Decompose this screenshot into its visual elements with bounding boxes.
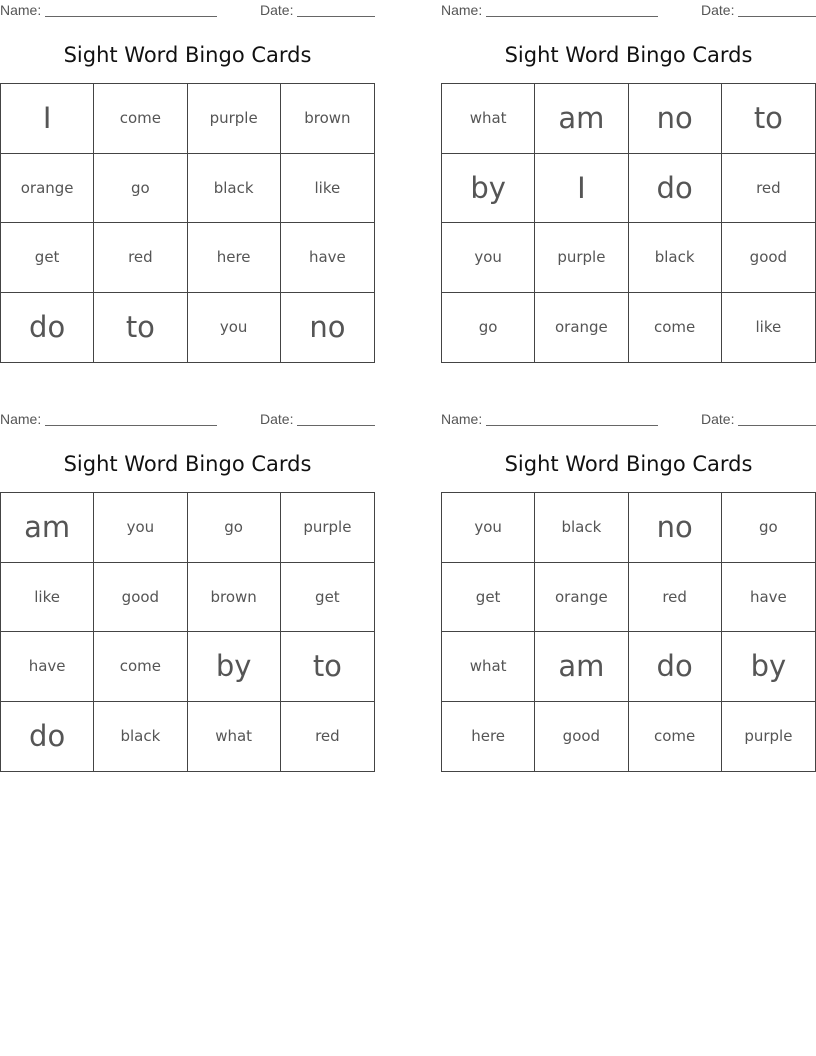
name-label: Name: <box>0 411 42 427</box>
bingo-cell[interactable]: do <box>629 154 722 224</box>
bingo-cell[interactable]: black <box>629 223 722 293</box>
bingo-cell[interactable]: to <box>94 293 187 363</box>
bingo-cell[interactable]: good <box>722 223 815 293</box>
bingo-card <box>0 0 375 365</box>
bingo-cell[interactable]: to <box>281 632 374 702</box>
name-field-line[interactable] <box>486 16 658 17</box>
date-label: Date: <box>260 411 294 427</box>
bingo-cell[interactable]: what <box>188 702 281 772</box>
bingo-cell[interactable]: am <box>535 84 628 154</box>
bingo-cell[interactable]: have <box>722 563 815 633</box>
bingo-cell[interactable]: black <box>535 493 628 563</box>
bingo-cell[interactable]: get <box>442 563 535 633</box>
bingo-grid <box>441 492 816 772</box>
bingo-cell[interactable]: orange <box>1 154 94 224</box>
bingo-cell[interactable]: go <box>188 493 281 563</box>
bingo-cell[interactable]: red <box>315 727 340 746</box>
bingo-cell[interactable]: what <box>442 632 535 702</box>
bingo-cell[interactable]: brown <box>281 84 374 154</box>
bingo-cell[interactable]: come <box>629 702 722 772</box>
bingo-card <box>441 0 816 365</box>
bingo-cell[interactable]: purple <box>535 223 628 293</box>
bingo-cell[interactable]: you <box>188 293 281 363</box>
name-label: Name: <box>0 2 42 18</box>
bingo-cell[interactable]: I <box>535 154 628 224</box>
date-field-line[interactable] <box>297 425 375 426</box>
bingo-cell[interactable]: am <box>1 493 94 563</box>
bingo-cell[interactable]: like <box>1 563 94 633</box>
bingo-cell[interactable]: go <box>442 293 535 363</box>
name-field-line[interactable] <box>486 425 658 426</box>
bingo-cell[interactable]: go <box>722 493 815 563</box>
bingo-cell[interactable]: purple <box>281 493 374 563</box>
name-date-header <box>441 411 816 429</box>
date-label: Date: <box>701 2 735 18</box>
bingo-cell[interactable]: by <box>722 632 815 702</box>
date-field-line[interactable] <box>738 16 816 17</box>
bingo-cell[interactable]: get <box>281 563 374 633</box>
bingo-cell[interactable]: brown <box>188 563 281 633</box>
bingo-cell[interactable]: do <box>629 632 722 702</box>
bingo-cell[interactable]: black <box>188 154 281 224</box>
name-date-header <box>0 411 375 429</box>
bingo-cell[interactable]: I <box>1 84 94 154</box>
bingo-cell[interactable]: go <box>94 154 187 224</box>
bingo-grid <box>0 83 375 363</box>
bingo-cell[interactable]: by <box>442 154 535 224</box>
bingo-card <box>0 409 375 774</box>
bingo-cell[interactable]: orange <box>535 563 628 633</box>
bingo-cell[interactable]: do <box>1 293 94 363</box>
bingo-cell[interactable]: red <box>722 154 815 224</box>
bingo-cell[interactable]: you <box>442 493 535 563</box>
card-title: Sight Word Bingo Cards <box>504 43 753 67</box>
name-date-header <box>441 2 816 20</box>
bingo-cell[interactable]: you <box>442 223 535 293</box>
bingo-cell[interactable]: here <box>442 702 535 772</box>
bingo-cell[interactable]: have <box>281 223 374 293</box>
name-label: Name: <box>441 411 483 427</box>
bingo-cell[interactable]: come <box>94 632 187 702</box>
bingo-cell[interactable]: have <box>1 632 94 702</box>
name-label: Name: <box>441 2 483 18</box>
name-field-line[interactable] <box>45 425 217 426</box>
bingo-cell[interactable]: come <box>629 293 722 363</box>
card-title: Sight Word Bingo Cards <box>63 452 312 476</box>
bingo-cell[interactable]: like <box>281 154 374 224</box>
bingo-cell[interactable]: what <box>442 84 535 154</box>
bingo-cell[interactable]: here <box>188 223 281 293</box>
bingo-cell[interactable]: to <box>722 84 815 154</box>
card-title: Sight Word Bingo Cards <box>504 452 753 476</box>
bingo-cell[interactable]: purple <box>188 84 281 154</box>
bingo-cell[interactable]: come <box>94 84 187 154</box>
bingo-cell[interactable]: get <box>1 223 94 293</box>
bingo-cell[interactable]: purple <box>744 727 793 746</box>
bingo-cell[interactable]: do <box>1 702 94 772</box>
bingo-grid <box>0 492 375 772</box>
date-label: Date: <box>701 411 735 427</box>
bingo-cell[interactable]: you <box>94 493 187 563</box>
bingo-cell[interactable]: like <box>755 318 782 337</box>
bingo-cell[interactable]: red <box>629 563 722 633</box>
name-date-header <box>0 2 375 20</box>
card-title: Sight Word Bingo Cards <box>63 43 312 67</box>
name-field-line[interactable] <box>45 16 217 17</box>
bingo-cell[interactable]: by <box>188 632 281 702</box>
date-label: Date: <box>260 2 294 18</box>
bingo-cell[interactable]: red <box>94 223 187 293</box>
bingo-cell[interactable]: orange <box>535 293 628 363</box>
bingo-cell[interactable]: good <box>94 563 187 633</box>
bingo-cell[interactable]: no <box>629 84 722 154</box>
bingo-card <box>441 409 816 774</box>
bingo-cell[interactable]: good <box>535 702 628 772</box>
bingo-cell[interactable]: no <box>629 493 722 563</box>
bingo-cell[interactable]: no <box>309 310 346 345</box>
bingo-grid <box>441 83 816 363</box>
date-field-line[interactable] <box>738 425 816 426</box>
bingo-cell[interactable]: am <box>535 632 628 702</box>
bingo-cell[interactable]: black <box>94 702 187 772</box>
date-field-line[interactable] <box>297 16 375 17</box>
